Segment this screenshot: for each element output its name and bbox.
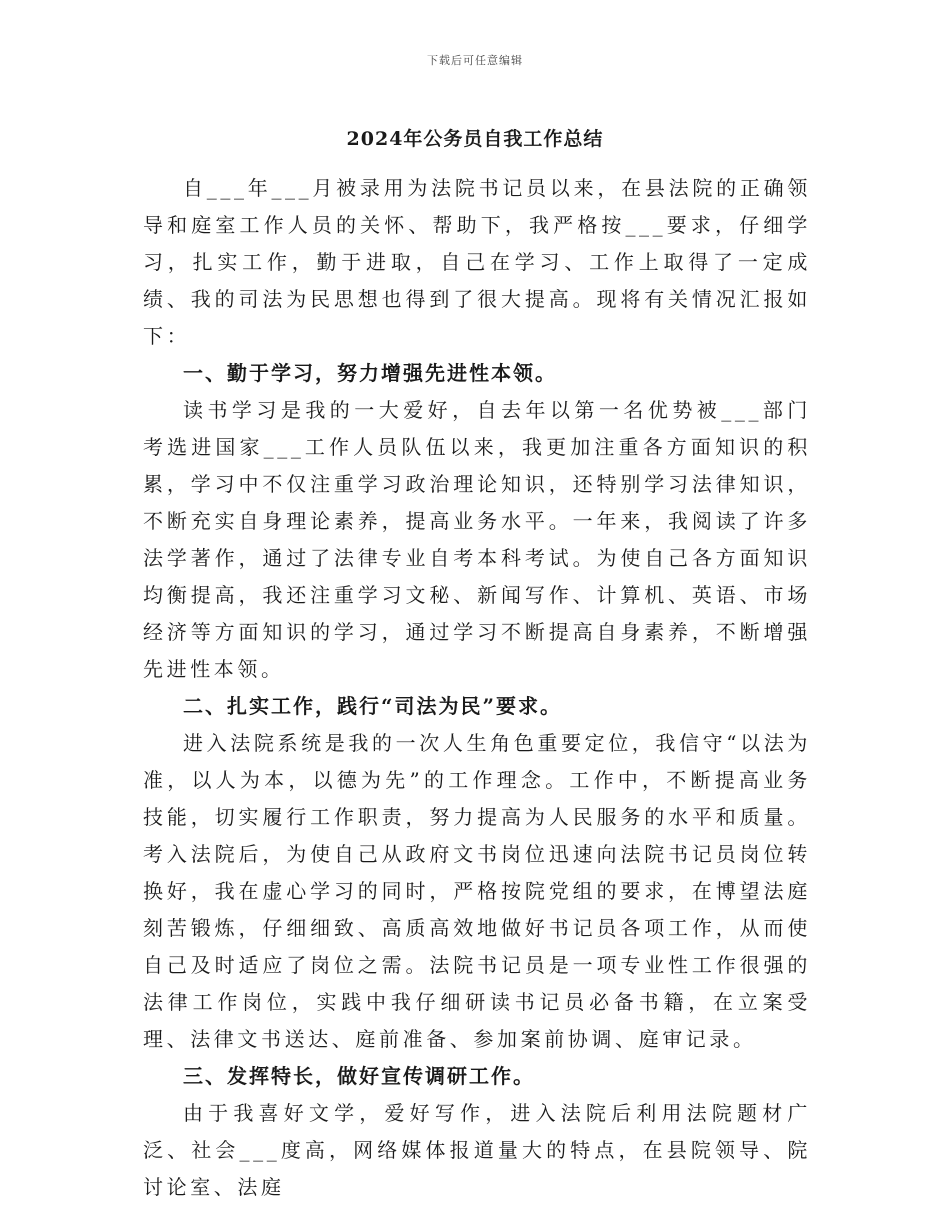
section-paragraph-1: 读书学习是我的一大爱好，自去年以第一名优势被___部门考选进国家___工作人员队伍以来，我更加注重各方面知识的积累，学习中不仅注重学习政治理论知识，还特别学习法律知识，不断充实自身理论素养，提高业务水平。一年来，我阅读了许多法学著作，通过了法律专业自考本科考试。为使自己各方面知识均衡提高，我还注重学习文秘、新闻写作、计算机、英语、市场经济等方面知识的学习，通过学习不断提高自身素养，不断增强先进性本领。 xyxy=(143,398,811,681)
section-heading-3: 三、发挥特长，做好宣传调研工作。 xyxy=(183,1064,535,1088)
document-body xyxy=(143,170,811,1206)
section-paragraph-2: 进入法院系统是我的一次人生角色重要定位，我信守“以法为准，以人为本，以德为先”的工作理念。工作中，不断提高业务技能，切实履行工作职责，努力提高为人民服务的水平和质量。考入法院后，为使自己从政府文书岗位迅速向法院书记员岗位转换好，我在虚心学习的同时，严格按院党组的要求，在博望法庭刻苦锻炼，仔细细致、高质高效地做好书记员各项工作，从而使自己及时适应了岗位之需。法院书记员是一项专业性工作很强的法律工作岗位，实践中我仔细研读书记员必备书籍，在立案受理、法律文书送达、庭前准备、参加案前协调、庭审记录。 xyxy=(143,731,811,1051)
section-heading-1: 一、勤于学习，努力增强先进性本领。 xyxy=(183,361,557,385)
intro-paragraph: 自___年___月被录用为法院书记员以来，在县法院的正确领导和庭室工作人员的关怀、帮助下，我严格按___要求，仔细学习，扎实工作，勤于进取，自己在学习、工作上取得了一定成绩、我的司法为民思想也得到了很大提高。现将有关情况汇报如下： xyxy=(143,176,811,348)
section-heading-2: 二、扎实工作，践行“司法为民”要求。 xyxy=(183,694,563,718)
section-paragraph-3: 由于我喜好文学，爱好写作，进入法院后利用法院题材广泛、社会___度高，网络媒体报道量大的特点，在县院领导、院讨论室、法庭 xyxy=(143,1101,811,1199)
document-title: 2024年公务员自我工作总结 xyxy=(346,128,604,150)
header-note: 下载后可任意编辑 xyxy=(427,54,523,67)
